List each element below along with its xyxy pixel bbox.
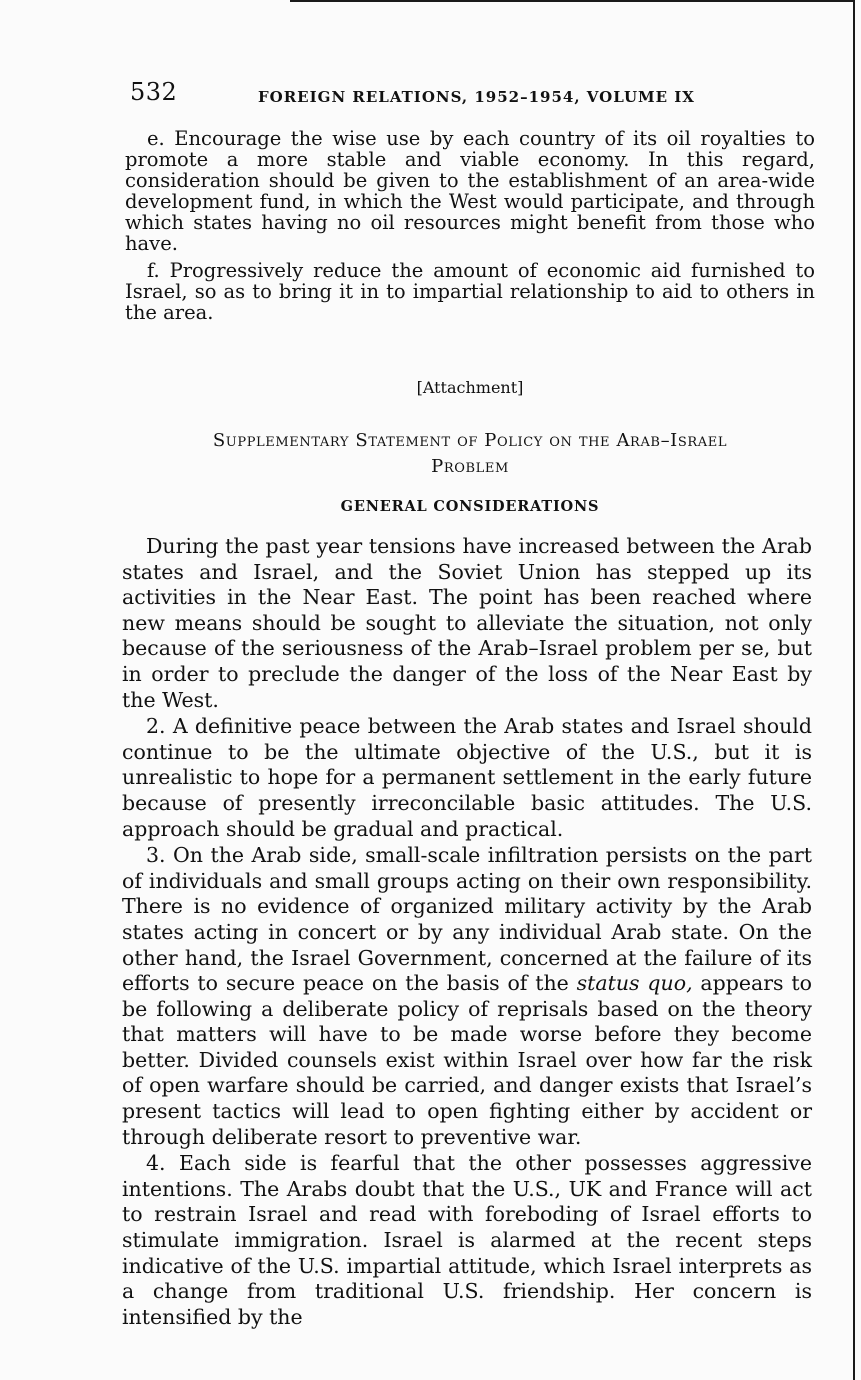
paragraph-3-part-2: appears to be following a deliberate policy of reprisals based on the theory that matters will have to be made worse before they become better. Divided counsels exist within Israel over how far the risk of open warfare should be carried, and danger exists that Israel’s present tactics will lead to open fighting either by accident or through deliberate resort to preventive war. — [122, 971, 812, 1149]
paragraph-3-italic: status quo, — [576, 971, 693, 996]
body-text — [122, 534, 812, 1331]
paragraph-3-part-1: 3. On the Arab side, small-scale infiltration persists on the part of individuals and small groups acting on their own responsibility. There is no evidence of organized military activity by the Arab states acting in concert or by any individual Arab state. On the other hand, the Israel Government, concerned at the failure of its efforts to secure peace on the basis of the — [122, 843, 812, 996]
item-e-block — [125, 128, 815, 254]
page-edge-top — [290, 0, 855, 2]
paragraph-3 — [122, 843, 812, 1150]
attachment-label: [Attachment] — [416, 378, 524, 397]
document-title-line2: Problem — [431, 456, 509, 477]
section-heading: GENERAL CONSIDERATIONS — [340, 498, 600, 515]
paragraph-2: 2. A definitive peace between the Arab states and Israel should continue to be the ultimate objective of the U.S., but it is unrealistic to hope for a permanent settlement in the early future because of presently irreconcilable basic attitudes. The U.S. approach should be gradual and practical. — [122, 714, 812, 841]
document-title — [125, 428, 815, 480]
paragraph-1: During the past year tensions have increased between the Arab states and Israel, and the Soviet Union has stepped up its activities in the Near East. The point has been reached where new means should be sought to alleviate the situation, not only because of the seriousness of the Arab–Israel problem per se, but in order to preclude the danger of the loss of the Near East by the West. — [122, 534, 812, 712]
document-title-line1: Supplementary Statement of Policy on the Arab–Israel — [212, 430, 728, 451]
page-header — [130, 78, 820, 110]
page-edge-right — [853, 0, 855, 1380]
paragraph-4: 4. Each side is fearful that the other possesses aggressive intentions. The Arabs doubt that the U.S., UK and France will act to restrain Israel and read with foreboding of Israel efforts to stimulate immigration. Israel is alarmed at the recent steps indicative of the U.S. impartial attitude, which Israel interprets as a change from traditional U.S. friendship. Her concern is intensified by the — [122, 1151, 812, 1329]
page-number: 532 — [130, 78, 178, 106]
running-head: FOREIGN RELATIONS, 1952–1954, VOLUME IX — [258, 88, 695, 106]
item-f-block — [125, 260, 815, 323]
item-f-paragraph: f. Progressively reduce the amount of economic aid furnished to Israel, so as to bring it in to impartial relationship to aid to others in the area. — [125, 259, 815, 324]
item-e-paragraph: e. Encourage the wise use by each country of its oil royalties to promote a more stable and viable economy. In this regard, consideration should be given to the establishment of an area-wide development fund, in which the West would participate, and through which states having no oil resources might benefit from those who have. — [125, 127, 815, 255]
